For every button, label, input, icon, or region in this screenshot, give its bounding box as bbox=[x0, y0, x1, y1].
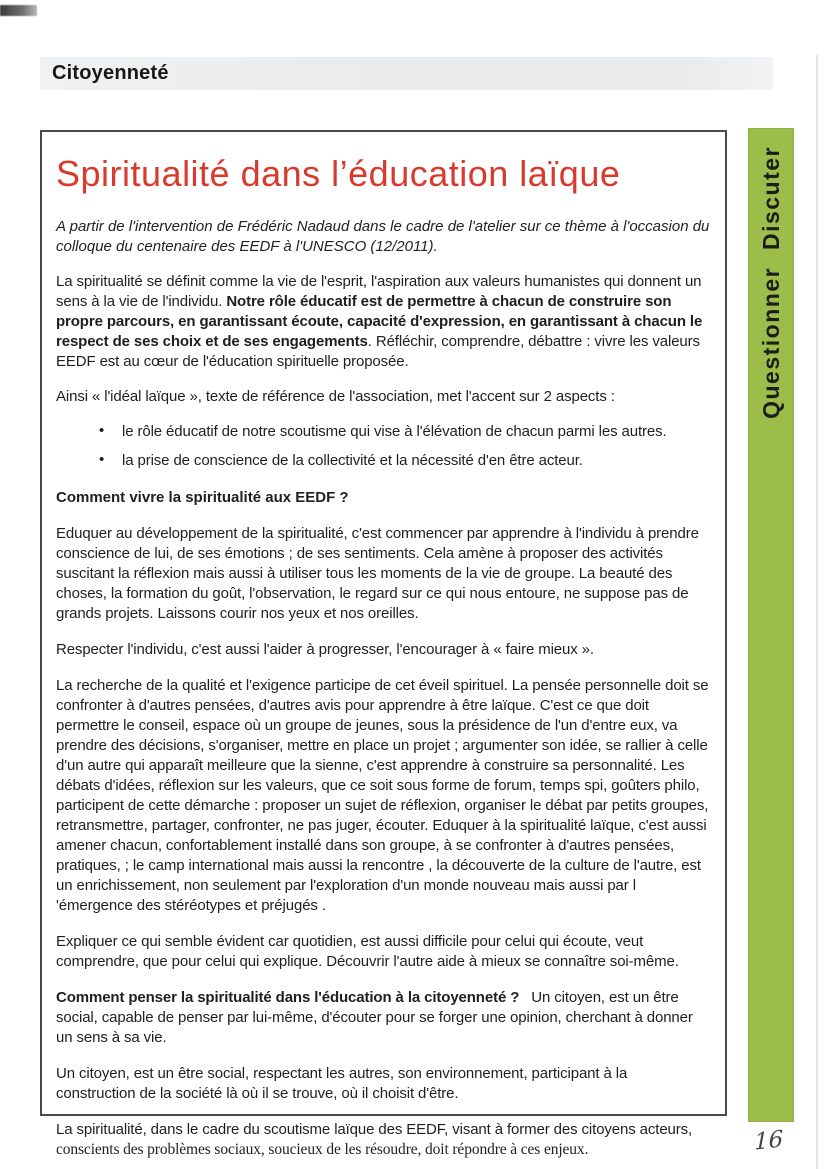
section-label: Citoyenneté bbox=[52, 62, 169, 84]
paragraph-penser bbox=[56, 988, 710, 1048]
paragraph-eduquer: Eduquer au développement de la spiritualité, c'est commencer par apprendre à l'individu à prendre conscience de lui, de ses émotions ; de ses sentiments. Cela amène à proposer des activités suscitant la réflexion mais aussi à utiliser tous les moments de la vie de groupe. La beauté des choses, la formation du goût, l'observation, le regard sur ce qui nous entoure, ne suppose pas de grands projets. Laissons courir nos yeux et nos oreilles. bbox=[56, 525, 699, 623]
article-intro: A partir de l'intervention de Frédéric Nadaud dans le cadre de l'atelier sur ce thème à l'occasion du colloque du centenaire des EEDF à l'UNESCO (12/2011). bbox=[56, 218, 710, 256]
scan-artifact-smudge bbox=[0, 5, 37, 16]
aspects-list bbox=[56, 422, 710, 471]
list-item bbox=[56, 422, 710, 442]
list-item-text: la prise de conscience de la collectivité et la nécessité d'en être acteur. bbox=[122, 452, 583, 470]
paragraph-penser-tail: Un citoyen, est un être social, capable de penser par lui-même, d'écouter pour se forger une opinion, cherchant à donner un sens à sa vie. bbox=[56, 989, 693, 1047]
paragraph-lead: La spiritualité se définit comme la vie de l'esprit, l'aspiration aux valeurs humanistes qui donnent un sens à la vie de l'individu. bbox=[56, 273, 702, 311]
scan-artifact-line bbox=[816, 55, 818, 1169]
article-box bbox=[40, 130, 727, 1159]
paragraph-recherche: La recherche de la qualité et l'exigence participe de cet éveil spirituel. La pensée personnelle doit se confronter à d'autres pensées, d'autres avis pour apprendre à être laïque. C'est ce que doit permettre le conseil, espace où un groupe de jeunes, sous la présidence de l'un d'entre eux, va prendre des décisions, s'organiser, mettre en place un projet ; argumenter son idée, se rallier à celle d'un autre qui apparaît meilleure que la sienne, c'est apprendre à construire sa personnalité. Les débats d'idées, réflexion sur les valeurs, que ce soit sous forme de forum, temps spi, goûters philo, participent de cette démarche : proposer un sujet de réflexion, organiser le débat par petits groupes, retransmettre, partager, confronter, ne pas juger, écouter. Eduquer à la spiritualité laïque, c'est aussi amener chacun, confortablement installé dans son groupe, à se confronter à d'autres pensées, pratiques, ; le camp international mais aussi la rencontre , la découverte de la culture de l'autre, est un enrichissement, non seulement par l'exploration d'un monde nouveau mais aussi par l 'émergence des stéréotypes et préjugés . bbox=[56, 677, 709, 915]
subheading-penser: Comment penser la spiritualité dans l'éducation à la citoyenneté ? bbox=[56, 989, 520, 1007]
paragraph-respecter: Respecter l'individu, c'est aussi l'aider à progresser, l'encourager à « faire mieux ». bbox=[56, 641, 594, 659]
side-tab-questionner-discuter bbox=[748, 128, 794, 1122]
article-title: Spiritualité dans l’éducation laïque bbox=[56, 153, 621, 194]
paragraph-final-serif-run: conscients des problèmes sociaux, soucieux de les résoudre, doit répondre à ces enjeux. bbox=[56, 1141, 589, 1159]
bullet-icon: • bbox=[99, 451, 105, 469]
paragraph-expliquer: Expliquer ce qui semble évident car quotidien, est aussi difficile pour celui qui écoute, veut comprendre, que pour celui qui explique. Découvrir l'autre aide à mieux se connaître soi-même. bbox=[56, 933, 679, 971]
list-item-text: le rôle éducatif de notre scoutisme qui vise à l'élévation de chacun parmi les autres. bbox=[122, 423, 667, 441]
paragraph-final-lead: La spiritualité, dans le cadre du scoutisme laïque des EEDF, visant à former des citoyens acteurs, bbox=[56, 1121, 693, 1139]
bullet-icon: • bbox=[99, 422, 105, 440]
paragraph-spiritualite bbox=[56, 272, 710, 372]
paragraph-citoyen: Un citoyen, est un être social, respectant les autres, son environnement, participant à la construction de la société là où il se trouve, où il choisit d'être. bbox=[56, 1065, 628, 1103]
section-header-band bbox=[40, 57, 773, 90]
paragraph-tail: . Réfléchir, comprendre, débattre : vivre les valeurs EEDF est au cœur de l'éducation spirituelle proposée. bbox=[56, 333, 700, 371]
paragraph-bold-run: Notre rôle éducatif est de permettre à chacun de construire son propre parcours, en garantissant écoute, capacité d'expression, en garantissant à chacun le respect de ses choix et de ses engagements bbox=[56, 293, 703, 351]
subheading-vivre: Comment vivre la spiritualité aux EEDF ? bbox=[56, 489, 349, 507]
list-item bbox=[56, 451, 710, 471]
side-tab-label: Questionner Discuter bbox=[757, 146, 784, 419]
paragraph-aspects-intro: Ainsi « l'idéal laïque », texte de référence de l'association, met l'accent sur 2 aspects : bbox=[56, 388, 615, 406]
paragraph-final bbox=[56, 1120, 710, 1160]
handwritten-page-number: 16 bbox=[754, 1126, 784, 1156]
